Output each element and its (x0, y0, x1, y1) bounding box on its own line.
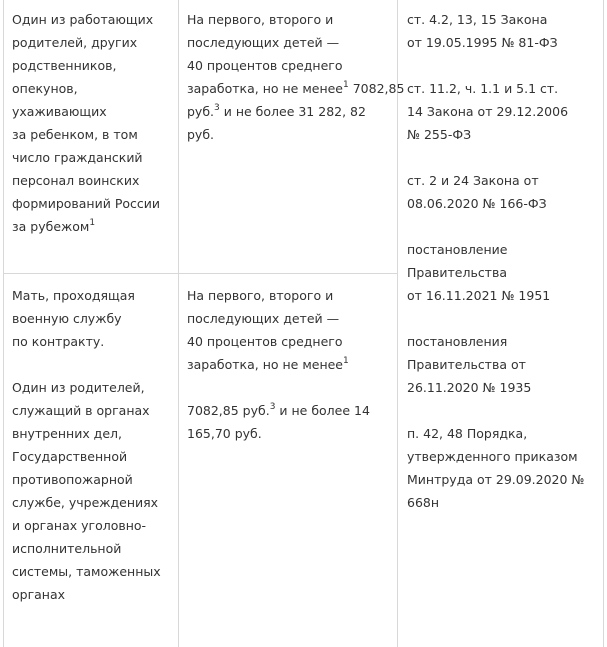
cell-text: Мать, проходящая (12, 288, 135, 303)
cell-text: ухаживающих (12, 104, 107, 119)
row1-recipient-cell (12, 8, 172, 238)
cell-text: На первого, второго и (187, 12, 334, 27)
reference-text: ст. 11.2, ч. 1.1 и 5.1 ст. (407, 81, 559, 96)
reference-text: утвержденного приказом (407, 449, 578, 464)
row2-amount-cell (187, 284, 392, 445)
reference-text: 08.06.2020 № 166-ФЗ (407, 196, 547, 211)
reference-text: Минтруда от 29.09.2020 № (407, 472, 585, 487)
cell-text: заработка, но не менее (187, 357, 343, 372)
cell-text: служащий в органах (12, 403, 150, 418)
cell-text: формирований России (12, 196, 161, 211)
cell-text: родителей, других (12, 35, 138, 50)
cell-text: внутренних дел, (12, 426, 122, 441)
cell-text-with-footnote (187, 399, 392, 422)
reference-text: от 19.05.1995 № 81-ФЗ (407, 35, 558, 50)
cell-text: 40 процентов среднего (187, 334, 343, 349)
reference-text: 26.11.2020 № 1935 (407, 380, 532, 395)
reference-text: постановление (407, 242, 508, 257)
legal-references-cell (407, 8, 602, 514)
cell-text: и не более 31 282, 82 (219, 104, 366, 119)
reference-text: 14 Закона от 29.12.2006 (407, 104, 569, 119)
paragraph-gap (407, 399, 602, 422)
footnote-mark: 1 (343, 355, 349, 366)
paragraph-gap (407, 54, 602, 77)
column-divider (603, 0, 604, 647)
cell-text: за рубежом (12, 219, 90, 234)
cell-text-with-footnote (187, 77, 405, 100)
reference-text: Правительства от (407, 357, 526, 372)
cell-text: число гражданский (12, 150, 143, 165)
reference-text: Правительства (407, 265, 507, 280)
reference-text: постановления (407, 334, 508, 349)
cell-text: руб. (187, 127, 215, 142)
cell-text: службе, учреждениях (12, 495, 159, 510)
row1-amount-cell (187, 8, 405, 146)
paragraph-gap (187, 376, 392, 399)
row-divider (3, 273, 398, 274)
footnote-mark: 3 (269, 401, 276, 412)
cell-text: Государственной (12, 449, 128, 464)
cell-text: 7082,85 (348, 81, 405, 96)
cell-text: На первого, второго и (187, 288, 334, 303)
reference-text: п. 42, 48 Порядка, (407, 426, 528, 441)
cell-text: руб. (187, 104, 215, 119)
cell-text: и не более 14 (275, 403, 370, 418)
paragraph-gap (407, 307, 602, 330)
cell-text: последующих детей — (187, 35, 340, 50)
column-divider (397, 0, 398, 647)
cell-text: заработка, но не менее (187, 81, 343, 96)
cell-text-with-footnote (187, 100, 392, 123)
cell-text: за ребенком, в том (12, 127, 138, 142)
cell-text: исполнительной (12, 541, 122, 556)
reference-text: ст. 4.2, 13, 15 Закона (407, 12, 548, 27)
cell-text: родственников, (12, 58, 117, 73)
footnote-mark: 1 (89, 217, 96, 228)
cell-text: органах (12, 587, 66, 602)
cell-text: системы, таможенных (12, 564, 161, 579)
cell-text-with-footnote (12, 215, 172, 238)
footnote-mark: 1 (343, 79, 349, 90)
paragraph-gap (407, 146, 602, 169)
column-divider (178, 0, 179, 647)
reference-text: 668н (407, 495, 440, 510)
cell-text: и органах уголовно- (12, 518, 147, 533)
cell-text: военную службу (12, 311, 122, 326)
cell-text: противопожарной (12, 472, 133, 487)
cell-text: по контракту. (12, 334, 105, 349)
cell-text: 40 процентов среднего (187, 58, 343, 73)
cell-text: персонал воинских (12, 173, 140, 188)
row2-recipient-cell (12, 284, 172, 606)
cell-text: 165,70 руб. (187, 426, 262, 441)
footnote-mark: 3 (214, 102, 220, 113)
cell-text: опекунов, (12, 81, 78, 96)
cell-text: Один из родителей, (12, 380, 145, 395)
paragraph-gap (407, 215, 602, 238)
cell-text: Один из работающих (12, 12, 154, 27)
paragraph-gap (12, 353, 172, 376)
reference-text: ст. 2 и 24 Закона от (407, 173, 539, 188)
reference-text: № 255-ФЗ (407, 127, 472, 142)
cell-text: последующих детей — (187, 311, 340, 326)
column-divider (3, 0, 4, 647)
cell-text: 7082,85 руб. (187, 403, 270, 418)
reference-text: от 16.11.2021 № 1951 (407, 288, 551, 303)
cell-text-with-footnote (187, 353, 392, 376)
